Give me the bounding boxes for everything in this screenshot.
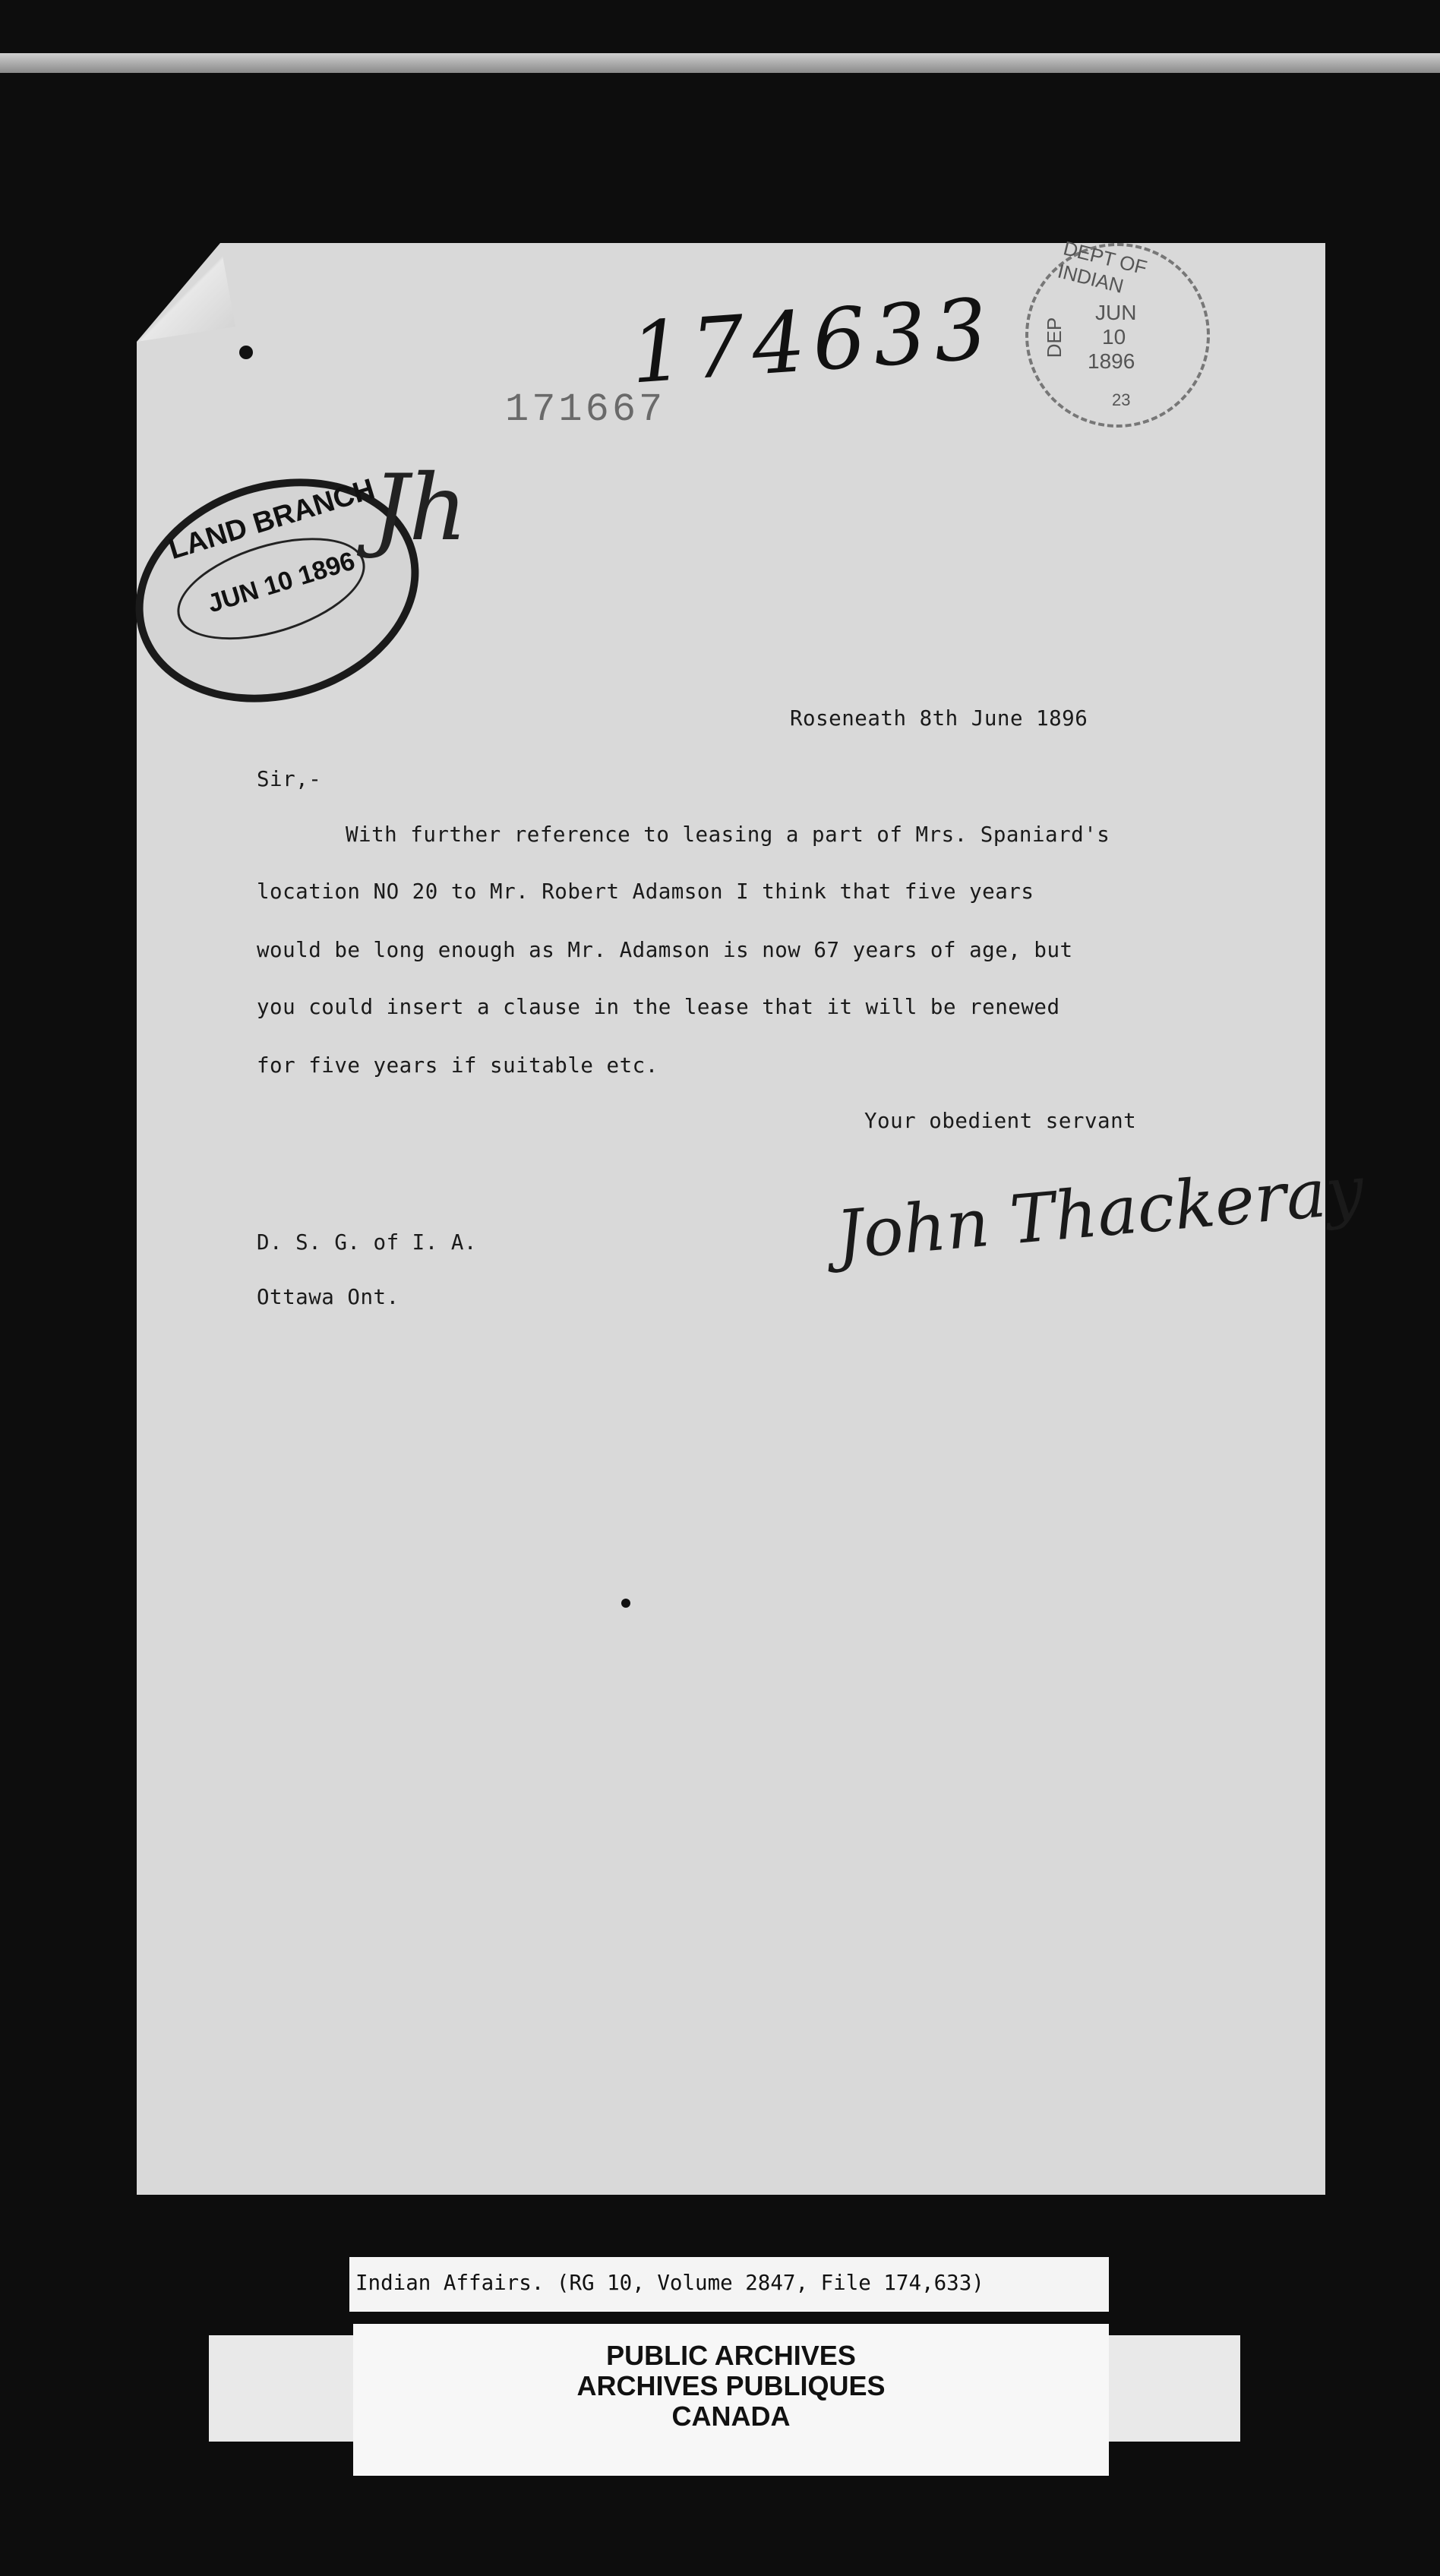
department-received-stamp (1025, 236, 1210, 428)
archives-label (353, 2341, 1109, 2432)
recipient-line: Ottawa Ont. (257, 1285, 399, 1309)
closing: Your obedient servant (864, 1109, 1137, 1133)
archives-label-line: PUBLIC ARCHIVES (606, 2340, 856, 2371)
stamp-side-text: DEP (1043, 317, 1066, 358)
recipient-line: D. S. G. of I. A. (257, 1230, 477, 1255)
handwritten-initials: Jh (372, 456, 468, 561)
stamped-file-number: 171667 (505, 387, 666, 432)
archives-label-line: CANADA (671, 2401, 791, 2432)
film-edge-strip (0, 53, 1440, 73)
ink-spot (239, 346, 253, 359)
body-line: you could insert a clause in the lease that it will be renewed (257, 995, 1060, 1019)
land-branch-date: JUN 10 1896 (204, 546, 358, 619)
ink-spot (621, 1599, 630, 1608)
stamp-month: JUN (1095, 301, 1137, 324)
body-line: for five years if suitable etc. (257, 1053, 658, 1078)
body-line: With further reference to leasing a part of Mrs. Spaniard's (346, 822, 1110, 847)
archival-reference: Indian Affairs. (RG 10, Volume 2847, File 174,633) (355, 2271, 984, 2295)
stamp-department-name: DEPT OF INDIAN (1055, 236, 1150, 298)
place-date: Roseneath 8th June 1896 (790, 706, 1088, 731)
stamp-number: 23 (1112, 390, 1131, 409)
stamp-year: 1896 (1088, 349, 1135, 373)
land-branch-label: LAND BRANCH (165, 472, 379, 567)
handwritten-file-number: 174633 (627, 279, 998, 402)
body-line: location NO 20 to Mr. Robert Adamson I think that five years (257, 879, 1034, 904)
signature: John Thackeray (832, 1150, 1367, 1275)
archives-label-line: ARCHIVES PUBLIQUES (576, 2370, 886, 2401)
body-line: would be long enough as Mr. Adamson is now 67 years of age, but (257, 938, 1073, 962)
stamp-day: 10 (1102, 325, 1126, 349)
salutation: Sir,- (257, 767, 322, 791)
